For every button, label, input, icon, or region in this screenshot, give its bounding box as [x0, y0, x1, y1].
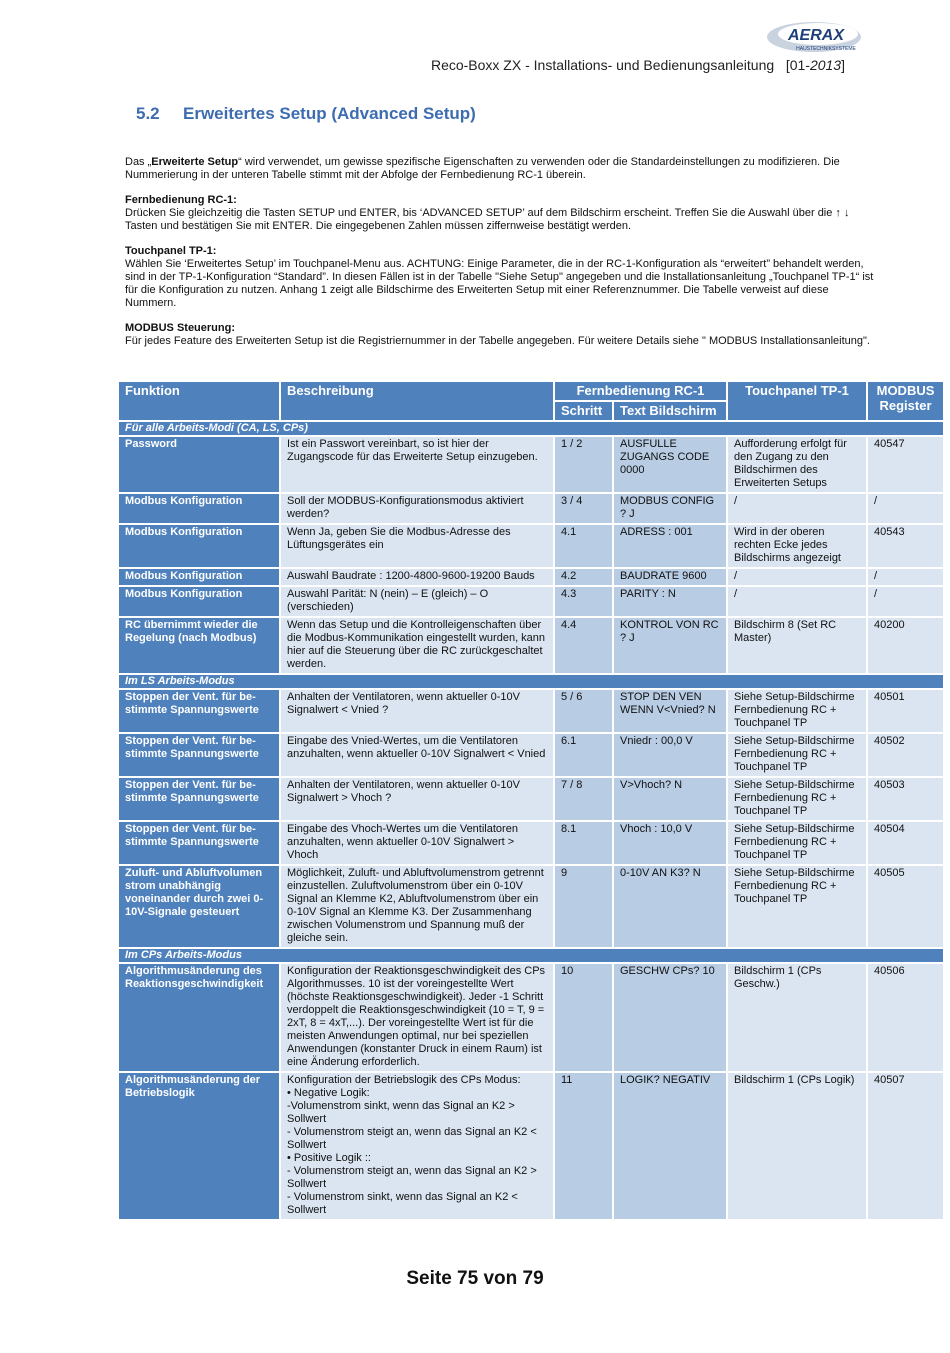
table-row: [118, 733, 944, 777]
document-title: Reco-Boxx ZX - Installations- und Bedienungsanleitung: [430, 57, 775, 73]
table-row: [118, 1072, 944, 1220]
document-date-suffix: ]: [841, 57, 845, 73]
group-label: Im LS Arbeits-Modus: [118, 674, 944, 689]
page-number: Seite 75 von 79: [406, 1268, 544, 1289]
cell-text-bildschirm: Vniedr : 00,0 V: [613, 733, 727, 777]
cell-schritt: 11: [554, 1072, 613, 1220]
cell-text-bildschirm: LOGIK? NEGATIV: [613, 1072, 727, 1220]
table-row: [118, 689, 944, 733]
cell-text-bildschirm: STOP DEN VEN WENN V<Vnied? N: [613, 689, 727, 733]
intro-paragraph: [125, 156, 875, 182]
cell-modbus-register: 40501: [867, 689, 944, 733]
cell-schritt: 9: [554, 865, 613, 948]
col-header-schritt: Schritt: [554, 401, 613, 421]
logo-text: AERAX: [787, 27, 845, 44]
table-row: [118, 436, 944, 493]
cell-touchpanel: Siehe Setup-Bildschirme Fernbedienung RC + Touchpanel TP: [727, 689, 867, 733]
advanced-setup-table: [117, 380, 945, 1221]
group-label: Im CPs Arbeits-Modus: [118, 948, 944, 963]
modbus-text: Für jedes Feature des Erweiterten Setup ist die Registriernummer in der Tabelle angegeben. Für weitere Details siehe " MODBUS Installationsanleitung".: [125, 335, 870, 347]
cell-beschreibung: [280, 963, 554, 1072]
cell-schritt: 5 / 6: [554, 689, 613, 733]
cell-modbus-register: 40504: [867, 821, 944, 865]
cell-touchpanel: Siehe Setup-Bildschirme Fernbedienung RC + Touchpanel TP: [727, 865, 867, 948]
table-row: [118, 777, 944, 821]
cell-text-bildschirm: ADRESS : 001: [613, 524, 727, 568]
cell-schritt: 6.1: [554, 733, 613, 777]
cell-text-bildschirm: MODBUS CONFIG ? J: [613, 493, 727, 524]
cell-funktion: Password: [118, 436, 280, 493]
description-line: Konfiguration der Reaktionsgeschwindigkeit des CPs Algorithmusses. 10 ist der voreingestellte Wert (höchste Reaktionsgeschwindigkeit). Jeder -1 Schritt verdoppelt die Reaktionsgeschwindigkeit (10 = T, 9 = 2xT, 8 = 4xT,...). Der voreingestellte Wert ist für die meisten Anwendungen optimal, nur bei speziellen Anwendungen (konstanter Druck in einem Raum) ist eine Änderung erforderlich.: [287, 965, 546, 1068]
cell-schritt: 10: [554, 963, 613, 1072]
modbus-paragraph: [125, 322, 875, 348]
description-line: Möglichkeit, Zuluft- und Abluftvolumenstrom getrennt einzustellen. Zuluftvolumenstrom über ein 0-10V Signal an Klemme K2, Abluftvolumenstrom über ein 0-10V Signal an Klemme K3. Der Zusammenhang zwischen Volumenstrom und Spannung muß der gleiche sein.: [287, 867, 544, 944]
cell-beschreibung: [280, 436, 554, 493]
cell-beschreibung: [280, 821, 554, 865]
cell-touchpanel: /: [727, 568, 867, 586]
intro-text: [125, 156, 875, 360]
cell-funktion: Stoppen der Vent. für be-stimmte Spannungswerte: [118, 733, 280, 777]
cell-schritt: 4.2: [554, 568, 613, 586]
cell-schritt: 7 / 8: [554, 777, 613, 821]
tp-text: Wählen Sie ‘Erweitertes Setup’ im Touchpanel-Menu aus. ACHTUNG: Einige Parameter, die in der RC-1-Konfiguration als “erweitert” behandelt werden, sind in der TP-1-Konfiguration “Standard”. In diesen Fällen ist in der Tabelle "Siehe Setup" angegeben und die Installationsanleitung „Touchpanel TP-1“ ist für die Konfiguration zu nutzen. Anhang 1 zeigt alle Bildschirme des Erweiterten Setup mit einer Referenznummer. Die Tabelle verweist auf diese Nummern.: [125, 258, 874, 309]
cell-modbus-register: /: [867, 493, 944, 524]
cell-touchpanel: Siehe Setup-Bildschirme Fernbedienung RC + Touchpanel TP: [727, 733, 867, 777]
cell-text-bildschirm: KONTROL VON RC ? J: [613, 617, 727, 674]
col-header-text-bildschirm: Text Bildschirm: [613, 401, 727, 421]
cell-beschreibung: [280, 1072, 554, 1220]
description-line: Eingabe des Vnied-Wertes, um die Ventilatoren anzuhalten, wenn aktueller 0-10V Signalwert < Vnied: [287, 735, 546, 760]
cell-touchpanel: Siehe Setup-Bildschirme Fernbedienung RC + Touchpanel TP: [727, 777, 867, 821]
table-row: [118, 493, 944, 524]
description-line: - Volumenstrom steigt an, wenn das Signal an K2 > Sollwert: [287, 1165, 537, 1190]
description-line: • Negative Logik:: [287, 1087, 370, 1099]
cell-funktion: Modbus Konfiguration: [118, 493, 280, 524]
cell-modbus-register: 40543: [867, 524, 944, 568]
cell-beschreibung: [280, 568, 554, 586]
table-group-row: [118, 674, 944, 689]
cell-text-bildschirm: AUSFULLE ZUGANGS CODE 0000: [613, 436, 727, 493]
description-line: -Volumenstrom sinkt, wenn das Signal an K2 > Sollwert: [287, 1100, 515, 1125]
table-group-row: [118, 421, 944, 436]
intro-p1-bold: Erweiterte Setup: [151, 156, 239, 168]
cell-touchpanel: Bildschirm 8 (Set RC Master): [727, 617, 867, 674]
intro-p1-post: “ wird verwendet, um gewisse spezifische Eigenschaften zu verwenden oder die Standardeinstellungen zu modifizieren. Die Nummerierung in der unteren Tabelle stimmt mit der Abfolge der Fernbedienung RC-1 überein.: [125, 156, 840, 181]
col-header-tp: Touchpanel TP-1: [727, 381, 867, 421]
cell-text-bildschirm: BAUDRATE 9600: [613, 568, 727, 586]
cell-text-bildschirm: GESCHW CPs? 10: [613, 963, 727, 1072]
cell-funktion: Algorithmusänderung der Betriebslogik: [118, 1072, 280, 1220]
cell-touchpanel: Bildschirm 1 (CPs Logik): [727, 1072, 867, 1220]
cell-beschreibung: [280, 865, 554, 948]
table-row: [118, 963, 944, 1072]
rc-text: Drücken Sie gleichzeitig die Tasten SETUP und ENTER, bis ‘ADVANCED SETUP’ auf dem Bildschirm erscheint. Treffen Sie die Auswahl über die ↑ ↓ Tasten und bestätigen Sie mit ENTER. Die eingegebenen Zahlen müssen ziffernweise bestätigt werden.: [125, 207, 850, 232]
cell-touchpanel: /: [727, 586, 867, 617]
table-row: [118, 586, 944, 617]
description-line: - Volumenstrom sinkt, wenn das Signal an K2 < Sollwert: [287, 1191, 518, 1216]
cell-schritt: 4.4: [554, 617, 613, 674]
table-body: [118, 421, 944, 1220]
cell-beschreibung: [280, 524, 554, 568]
description-line: Konfiguration der Betriebslogik des CPs Modus:: [287, 1074, 521, 1086]
cell-text-bildschirm: Vhoch : 10,0 V: [613, 821, 727, 865]
cell-schritt: 4.3: [554, 586, 613, 617]
description-line: Anhalten der Ventilatoren, wenn aktueller 0-10V Signalwert < Vnied ?: [287, 691, 520, 716]
cell-modbus-register: 40547: [867, 436, 944, 493]
document-header: [0, 57, 845, 73]
rc-paragraph: [125, 194, 875, 233]
cell-modbus-register: 40507: [867, 1072, 944, 1220]
group-label: Für alle Arbeits-Modi (CA, LS, CPs): [118, 421, 944, 436]
logo-subtext: HAUSTECHNIKSYSTEME: [796, 46, 856, 52]
description-line: Ist ein Passwort vereinbart, so ist hier der Zugangscode für das Erweiterte Setup einzugeben.: [287, 438, 538, 463]
description-line: Auswahl Parität: N (nein) – E (gleich) – O (verschieden): [287, 588, 489, 613]
section-heading: [136, 104, 476, 124]
cell-schritt: 8.1: [554, 821, 613, 865]
cell-modbus-register: 40200: [867, 617, 944, 674]
cell-modbus-register: 40506: [867, 963, 944, 1072]
cell-modbus-register: /: [867, 568, 944, 586]
cell-funktion: Stoppen der Vent. für be-stimmte Spannungswerte: [118, 821, 280, 865]
cell-beschreibung: [280, 733, 554, 777]
cell-touchpanel: /: [727, 493, 867, 524]
cell-touchpanel: Wird in der oberen rechten Ecke jedes Bildschirms angezeigt: [727, 524, 867, 568]
cell-touchpanel: Siehe Setup-Bildschirme Fernbedienung RC + Touchpanel TP: [727, 821, 867, 865]
description-line: • Positive Logik ::: [287, 1152, 371, 1164]
cell-touchpanel: Bildschirm 1 (CPs Geschw.): [727, 963, 867, 1072]
cell-beschreibung: [280, 493, 554, 524]
cell-beschreibung: [280, 689, 554, 733]
document-date-prefix: [01-: [785, 57, 810, 73]
description-line: Eingabe des Vhoch-Wertes um die Ventilatoren anzuhalten, wenn aktueller 0-10V Signalwert > Vhoch: [287, 823, 518, 861]
intro-p1-pre: Das „: [125, 156, 152, 168]
cell-funktion: Stoppen der Vent. für be-stimmte Spannungswerte: [118, 689, 280, 733]
aerex-logo: [766, 20, 866, 54]
cell-beschreibung: [280, 777, 554, 821]
cell-touchpanel: Aufforderung erfolgt für den Zugang zu den Bildschirmen des Erweiterten Setups: [727, 436, 867, 493]
modbus-heading: MODBUS Steuerung:: [125, 322, 235, 334]
description-line: Wenn Ja, geben Sie die Modbus-Adresse des Lüftungsgerätes ein: [287, 526, 511, 551]
table-row: [118, 821, 944, 865]
description-line: Auswahl Baudrate : 1200-4800-9600-19200 Bauds: [287, 570, 535, 582]
cell-schritt: 3 / 4: [554, 493, 613, 524]
description-line: Wenn das Setup und die Kontrolleigenschaften über die Modbus-Kommunikation eingestellt wurden, kann hier auf die Steuerung über die RC zurückgeschaltet werden.: [287, 619, 546, 670]
cell-modbus-register: 40503: [867, 777, 944, 821]
cell-beschreibung: [280, 586, 554, 617]
col-header-funktion: Funktion: [118, 381, 280, 421]
cell-funktion: Zuluft- und Abluftvolumen strom unabhängig voneinander durch zwei 0-10V-Signale gesteuert: [118, 865, 280, 948]
cell-text-bildschirm: V>Vhoch? N: [613, 777, 727, 821]
cell-text-bildschirm: 0-10V AN K3? N: [613, 865, 727, 948]
cell-funktion: Modbus Konfiguration: [118, 568, 280, 586]
description-line: - Volumenstrom steigt an, wenn das Signal an K2 < Sollwert: [287, 1126, 537, 1151]
section-title: Erweitertes Setup (Advanced Setup): [183, 104, 476, 123]
rc-heading: Fernbedienung RC-1:: [125, 194, 237, 206]
table-row: [118, 865, 944, 948]
cell-funktion: Modbus Konfiguration: [118, 586, 280, 617]
cell-funktion: Algorithmusänderung des Reaktionsgeschwindigkeit: [118, 963, 280, 1072]
description-line: Anhalten der Ventilatoren, wenn aktueller 0-10V Signalwert > Vhoch ?: [287, 779, 520, 804]
cell-schritt: 4.1: [554, 524, 613, 568]
col-header-beschreibung: Beschreibung: [280, 381, 554, 421]
tp-paragraph: [125, 245, 875, 310]
cell-funktion: Stoppen der Vent. für be-stimmte Spannungswerte: [118, 777, 280, 821]
table-group-row: [118, 948, 944, 963]
cell-modbus-register: 40502: [867, 733, 944, 777]
cell-schritt: 1 / 2: [554, 436, 613, 493]
table-row: [118, 524, 944, 568]
table-row: [118, 568, 944, 586]
cell-funktion: RC übernimmt wieder die Regelung (nach Modbus): [118, 617, 280, 674]
tp-heading: Touchpanel TP-1:: [125, 245, 217, 257]
cell-beschreibung: [280, 617, 554, 674]
section-number: 5.2: [136, 104, 160, 123]
col-header-modbus: MODBUS Register: [867, 381, 944, 421]
description-line: Soll der MODBUS-Konfigurationsmodus aktiviert werden?: [287, 495, 524, 520]
cell-text-bildschirm: PARITY : N: [613, 586, 727, 617]
cell-funktion: Modbus Konfiguration: [118, 524, 280, 568]
cell-modbus-register: 40505: [867, 865, 944, 948]
cell-modbus-register: /: [867, 586, 944, 617]
document-date-year: 2013: [809, 57, 842, 73]
table-row: [118, 617, 944, 674]
col-header-rc: Fernbedienung RC-1: [554, 381, 727, 401]
